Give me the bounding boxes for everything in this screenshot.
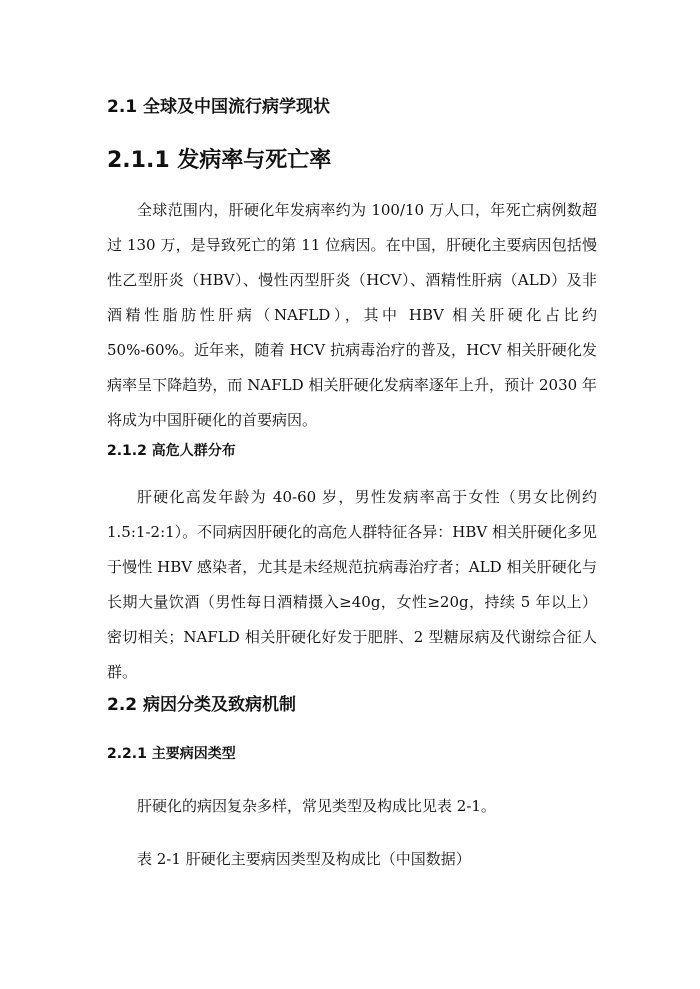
section-heading-2-1: 2.1 全球及中国流行病学现状 — [107, 97, 331, 117]
section-heading-2-2-1: 2.2.1 主要病因类型 — [107, 746, 236, 762]
section-heading-2-2: 2.2 病因分类及致病机制 — [107, 695, 297, 715]
paragraph-high-risk-groups: 肝硬化高发年龄为 40-60 岁，男性发病率高于女性（男女比例约 1.5:1-2:1）。不同病因肝硬化的高危人群特征各异：HBV 相关肝硬化多见于慢性 HBV 感染者，尤其是未经规范抗病毒治疗者；ALD 相关肝硬化与长期大量饮酒（男性每日酒精摄入≥40g，女性≥20g，持续 5 年以上）密切相关；NAFLD 相关肝硬化好发于肥胖、2 型糖尿病及代谢综合征人群。 — [107, 488, 597, 681]
section-heading-2-1-2: 2.1.2 高危人群分布 — [107, 443, 236, 459]
paragraph-etiology-intro: 肝硬化的病因复杂多样，常见类型及构成比见表 2-1。 — [137, 797, 496, 815]
section-heading-2-1-1: 2.1.1 发病率与死亡率 — [107, 148, 332, 173]
table-caption: 表 2-1 肝硬化主要病因类型及构成比（中国数据） — [137, 850, 471, 868]
paragraph-incidence-mortality: 全球范围内，肝硬化年发病率约为 100/10 万人口，年死亡病例数超过 130 万，是导致死亡的第 11 位病因。在中国，肝硬化主要病因包括慢性乙型肝炎（HBV）、慢性丙型肝炎（HCV）、酒精性肝病（ALD）及非酒精性脂肪性肝病（NAFLD），其中 HBV 相关肝硬化占比约 50%-60%。近年来，随着 HCV 抗病毒治疗的普及，HCV 相关肝硬化发病率呈下降趋势，而 NAFLD 相关肝硬化发病率逐年上升，预计 2030 年将成为中国肝硬化的首要病因。 — [107, 201, 597, 429]
